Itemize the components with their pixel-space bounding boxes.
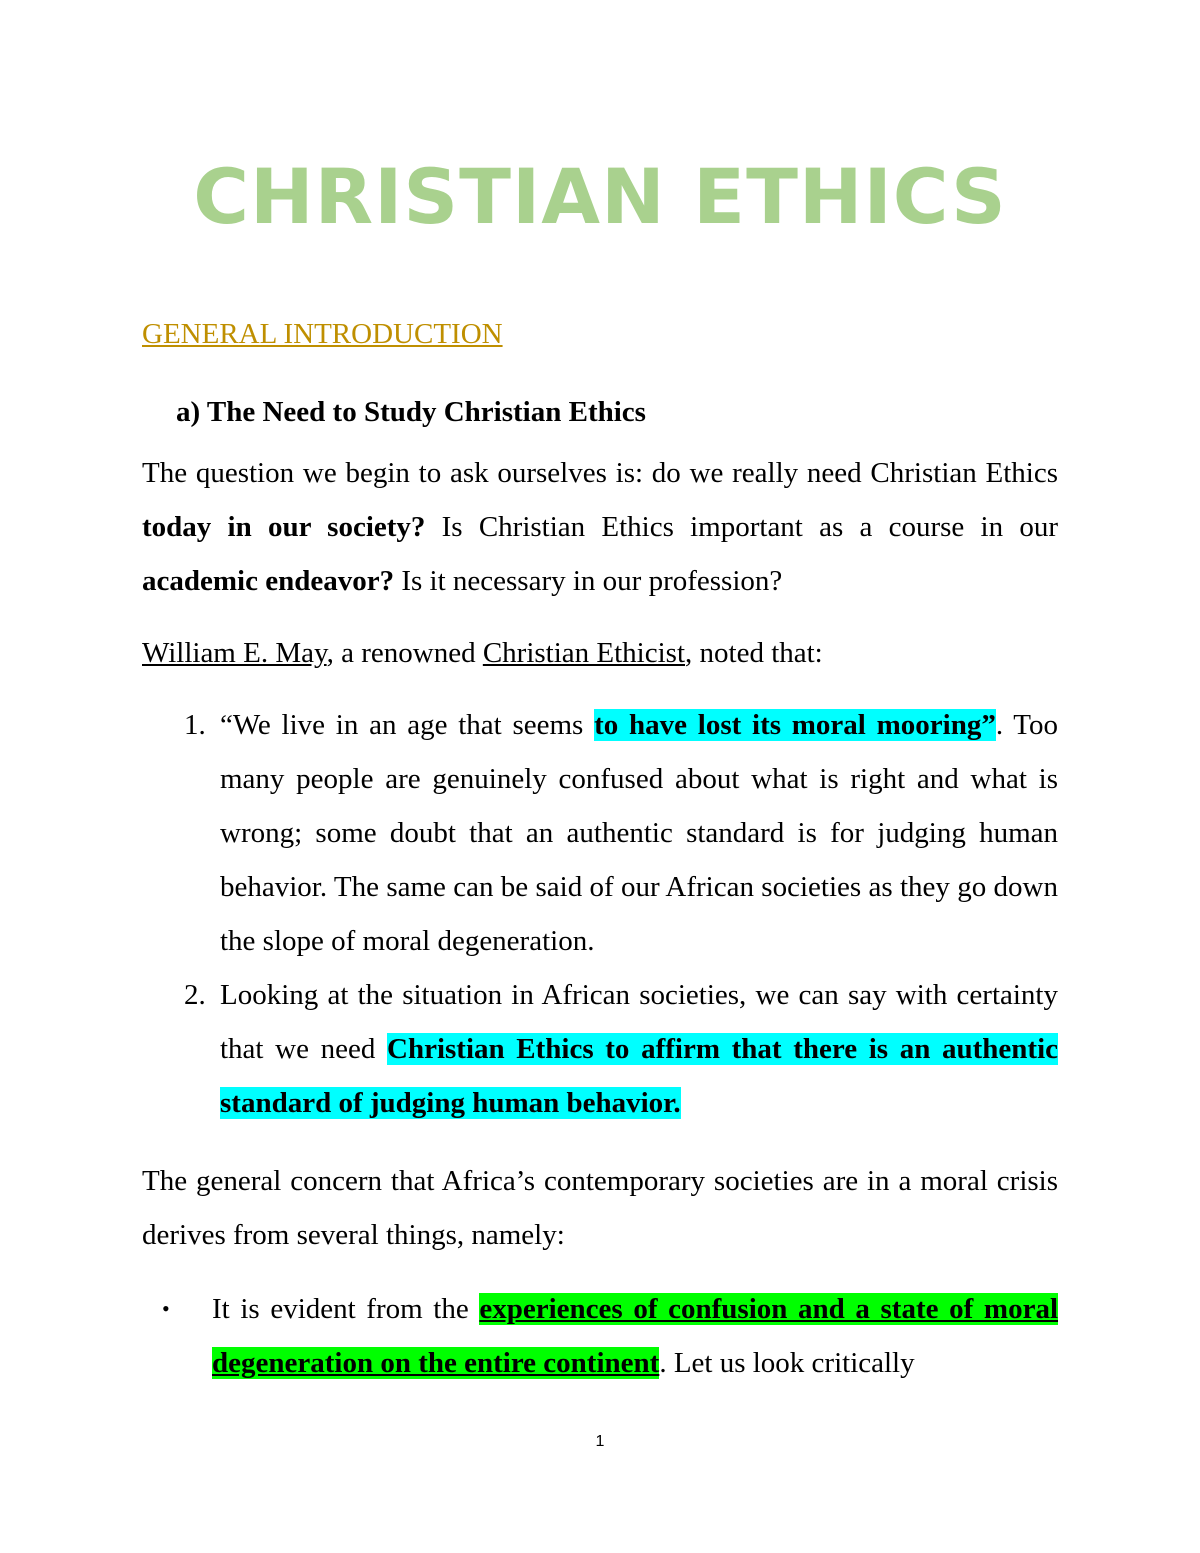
highlighted-text: experiences of confusion and a state of moral degeneration on the entire continent	[212, 1293, 1059, 1379]
numbered-list	[142, 698, 1058, 1130]
text: , a renowned	[326, 637, 483, 669]
bullet-list	[142, 1282, 1058, 1390]
text: Is Christian Ethics important as a course in our	[425, 511, 1058, 543]
bold-text: today in our society?	[142, 511, 426, 543]
list-number: 1.	[184, 709, 206, 741]
text: “We live in an age that seems	[220, 709, 595, 741]
author-role: Christian Ethicist	[482, 637, 686, 669]
author-name: William E. May	[142, 637, 327, 669]
text: Looking at the situation in African societies, we can say with certainty that we need	[220, 979, 1058, 1065]
list-item	[142, 968, 1058, 1130]
list-number: 2.	[184, 979, 206, 1011]
text: The question we begin to ask ourselves is: do we really need Christian Ethics	[142, 457, 1058, 489]
intro-paragraph	[142, 446, 1058, 608]
bold-text: academic endeavor?	[142, 565, 395, 597]
highlighted-text: Christian Ethics to affirm that there is an authentic standard of judging human behavior.	[220, 1033, 1059, 1119]
text: . Let us look critically	[659, 1347, 915, 1379]
bullet-icon: •	[162, 1296, 170, 1321]
crisis-paragraph: The general concern that Africa’s contemporary societies are in a moral crisis derives from several things, namely:	[142, 1165, 1058, 1251]
sub-heading: a) The Need to Study Christian Ethics	[176, 396, 646, 428]
document-title: CHRISTIAN ETHICS	[193, 152, 1007, 241]
page-number: 1	[595, 1433, 605, 1450]
text: Is it necessary in our profession?	[394, 565, 783, 597]
text: . Too many people are genuinely confused about what is right and what is wrong; some doubt that an authentic standard is for judging human behavior. The same can be said of our African societies as they go down the slope of moral degeneration.	[220, 709, 1058, 957]
quote-intro-paragraph	[142, 626, 1058, 680]
highlighted-text: to have lost its moral mooring”	[594, 709, 996, 741]
list-item	[142, 1282, 1058, 1390]
section-heading: GENERAL INTRODUCTION	[142, 318, 503, 350]
text: It is evident from the	[212, 1293, 480, 1325]
list-item	[142, 698, 1058, 968]
text: , noted that:	[685, 637, 823, 669]
